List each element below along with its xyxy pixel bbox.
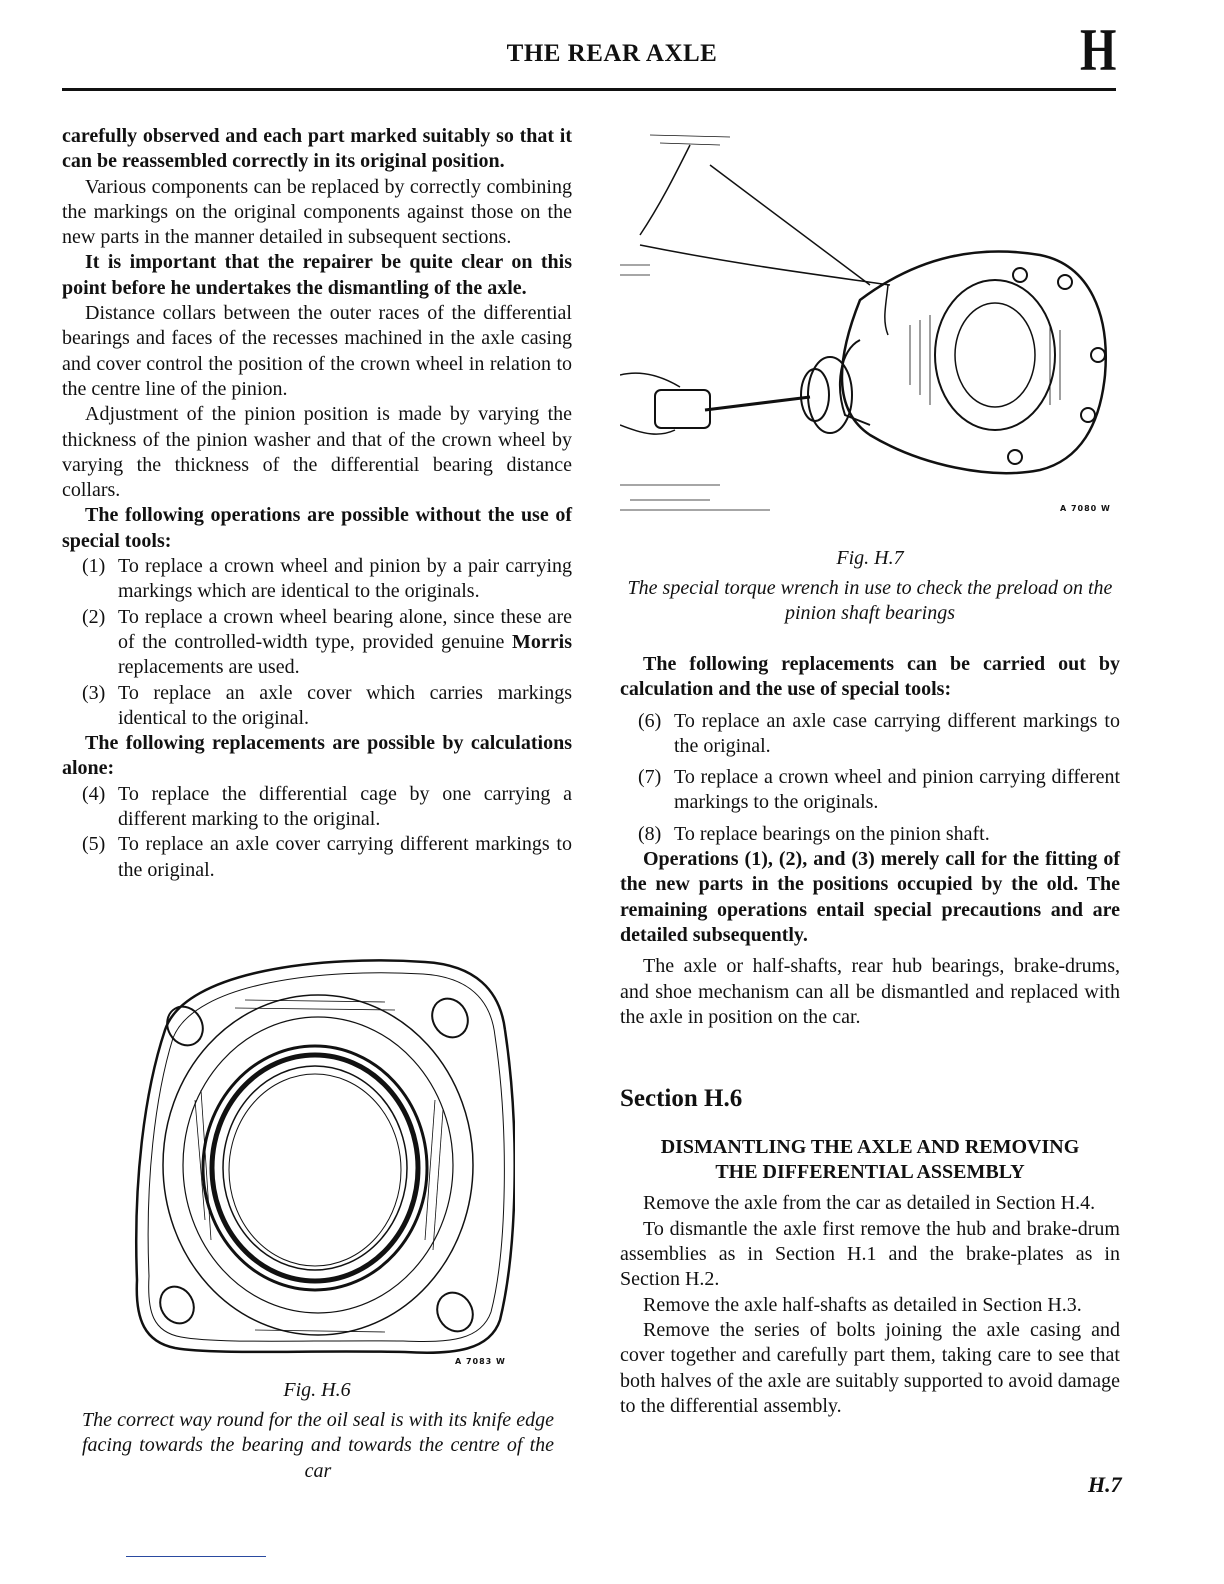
section-letter: H xyxy=(1080,17,1117,83)
paragraph: The following operations are possible without the use of special tools: xyxy=(62,504,572,552)
list-text-part: To replace a crown wheel bearing alone, since these are of the controlled-width type, provided genuine xyxy=(118,605,572,653)
figure-label: Fig. H.6 xyxy=(283,1379,351,1401)
subsection-heading: DISMANTLING THE AXLE AND REMOVING THE DIFFERENTIAL ASSEMBLY xyxy=(660,1136,1080,1184)
paragraph: Various components can be replaced by correctly combining the markings on the original components against those on the new parts in the manner detailed in subsequent sections. xyxy=(62,175,572,249)
list-text: To replace an axle case carrying different markings to the original. xyxy=(674,709,1120,757)
paragraph: To dismantle the axle first remove the hub and brake-drum assemblies as in Section H.1 and the brake-plates as in Section H.2. xyxy=(620,1217,1120,1291)
list-item xyxy=(620,765,1120,816)
list-number: (3) xyxy=(82,681,106,704)
paragraph: Operations (1), (2), and (3) merely call for the fitting of the new parts in the positions occupied by the old. The remaining operations entail special precautions and are detailed subsequently. xyxy=(620,848,1120,946)
list-number: (1) xyxy=(82,555,106,578)
list-item xyxy=(620,709,1120,760)
page-number: H.7 xyxy=(1088,1472,1122,1497)
list-item xyxy=(62,782,572,833)
paragraph: It is important that the repairer be quite clear on this point before he undertakes the dismantling of the axle. xyxy=(62,251,572,299)
section-heading: Section H.6 xyxy=(620,1085,743,1113)
list-text: To replace bearings on the pinion shaft. xyxy=(674,822,990,845)
paragraph: The following replacements are possible by calculations alone: xyxy=(62,732,572,780)
list-item xyxy=(62,832,572,883)
figure-code: A 7083 W xyxy=(455,1357,506,1366)
right-column xyxy=(620,652,1120,1419)
brand-name: Morris xyxy=(512,630,572,653)
list-text: To replace a crown wheel and pinion carrying different markings to the originals. xyxy=(674,766,1120,814)
list-number: (7) xyxy=(638,766,662,789)
paragraph: Adjustment of the pinion position is made by varying the thickness of the pinion washer and that of the crown wheel by varying the thickness of the differential bearing distance collars. xyxy=(62,403,572,502)
paragraph: Remove the series of bolts joining the axle casing and cover together and carefully part them, taking care to see that both halves of the axle are suitably supported to avoid damage to the differential assembly. xyxy=(620,1318,1120,1417)
list-item xyxy=(62,554,572,605)
footer-rule xyxy=(126,1556,266,1557)
paragraph: carefully observed and each part marked suitably so that it can be reassembled correctly in its original position. xyxy=(62,125,572,173)
list-number: (4) xyxy=(82,782,106,805)
figure-caption: The correct way round for the oil seal is with its knife edge facing towards the bearing and towards the centre of the car xyxy=(82,1409,554,1482)
left-column xyxy=(62,124,572,883)
paragraph: Remove the axle from the car as detailed in Section H.4. xyxy=(643,1192,1096,1215)
figure-label: Fig. H.7 xyxy=(836,547,904,569)
paragraph: Remove the axle half-shafts as detailed in Section H.3. xyxy=(643,1293,1082,1316)
list-number: (2) xyxy=(82,605,106,628)
header-rule xyxy=(62,88,1116,91)
page-header-title: THE REAR AXLE xyxy=(506,40,718,67)
figure-caption: The special torque wrench in use to check the preload on the pinion shaft bearings xyxy=(627,577,1113,625)
paragraph: The following replacements can be carried out by calculation and the use of special tools: xyxy=(620,653,1120,701)
figure-code: A 7080 W xyxy=(1060,504,1111,513)
list-text: To replace an axle cover carrying different markings to the original. xyxy=(118,833,572,881)
list-number: (6) xyxy=(638,709,662,732)
list-number: (8) xyxy=(638,822,662,845)
list-text: To replace a crown wheel and pinion by a pair carrying markings which are identical to the originals. xyxy=(118,555,572,603)
list-item xyxy=(62,681,572,732)
torque-wrench-illustration xyxy=(620,125,1120,520)
list-text-part: replacements are used. xyxy=(118,656,300,679)
list-number: (5) xyxy=(82,833,106,856)
paragraph: The axle or half-shafts, rear hub bearings, brake-drums, and shoe mechanism can all be dismantled and replaced with the axle in position on the car. xyxy=(620,955,1120,1028)
list-text xyxy=(118,605,572,681)
paragraph: Distance collars between the outer races of the differential bearings and faces of the recesses machined in the axle casing and cover control the position of the crown wheel in relation to the centre line of the pinion. xyxy=(62,302,572,400)
oil-seal-illustration xyxy=(125,950,515,1365)
list-text: To replace an axle cover which carries markings identical to the original. xyxy=(118,681,572,729)
list-item xyxy=(62,605,572,681)
list-item xyxy=(620,822,1120,847)
list-text: To replace the differential cage by one carrying a different marking to the original. xyxy=(118,782,572,831)
